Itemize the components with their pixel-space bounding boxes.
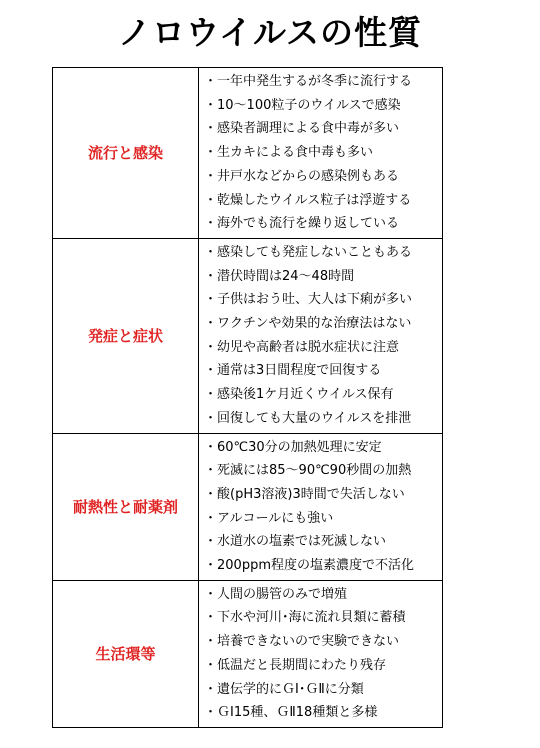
list-item: ・生カキによる食中毒も多い	[204, 145, 374, 161]
list-item: ・60℃30分の加熱処理に安定	[204, 439, 382, 455]
list-item: ・下水や河川･海に流れ貝類に蓄積	[204, 610, 406, 626]
list-item: ・乾燥したウイルス粒子は浮遊する	[204, 192, 412, 208]
list-item: ・幼児や高齢者は脱水症状に注意	[204, 339, 400, 355]
list-item: ・海外でも流行を繰り返している	[204, 216, 400, 232]
list-item: ・ＧⅠ15種、ＧⅡ18種類と多様	[204, 705, 378, 721]
table-row	[53, 433, 443, 580]
list-item: ・感染しても発症しないこともある	[204, 244, 413, 260]
list-item: ・一年中発生するが冬季に流行する	[204, 74, 413, 89]
list-item: ・子供はおう吐、大人は下痢が多い	[204, 292, 413, 308]
list-item: ・潜伏時間は24～48時間	[204, 268, 355, 284]
category-cell: 耐熱性と耐薬剤	[53, 433, 199, 580]
list-item: ・井戸水などからの感染例もある	[204, 168, 400, 184]
table-row	[53, 238, 443, 433]
list-item: ・ワクチンや効果的な治療法はない	[204, 316, 412, 332]
list-item: ・水道水の塩素では死滅しない	[204, 534, 387, 550]
list-item: ・培養できないので実験できない	[204, 634, 400, 650]
items-cell	[199, 238, 443, 433]
list-item: ・遺伝学的にＧⅠ･ＧⅡに分類	[204, 681, 364, 697]
list-item: ・酸(pH3溶液)3時間で失活しない	[204, 486, 405, 502]
table-row	[53, 68, 443, 239]
list-item: ・回復しても大量のウイルスを排泄	[204, 410, 412, 426]
list-item: ・10～100粒子のウイルスで感染	[204, 97, 401, 113]
page-title: ノロウイルスの性質	[117, 13, 423, 52]
category-cell: 発症と症状	[53, 238, 199, 433]
list-item: ・人間の腸管のみで増殖	[204, 586, 348, 602]
category-cell: 生活環等	[53, 580, 199, 727]
list-item: ・感染後1ケ月近くウイルス保有	[204, 387, 394, 403]
category-cell: 流行と感染	[53, 68, 199, 239]
table-row	[53, 580, 443, 727]
norovirus-properties-table	[52, 67, 443, 728]
list-item: ・通常は3日間程度で回復する	[204, 363, 382, 379]
list-item: ・死滅には85～90℃90秒間の加熱	[204, 463, 412, 479]
items-cell	[199, 433, 443, 580]
list-item: ・アルコールにも強い	[204, 510, 334, 526]
list-item: ・200ppm程度の塩素濃度で不活化	[204, 558, 414, 574]
list-item: ・感染者調理による食中毒が多い	[204, 121, 400, 137]
items-cell	[199, 68, 443, 239]
items-cell	[199, 580, 443, 727]
list-item: ・低温だと長期間にわたり残存	[204, 657, 387, 673]
